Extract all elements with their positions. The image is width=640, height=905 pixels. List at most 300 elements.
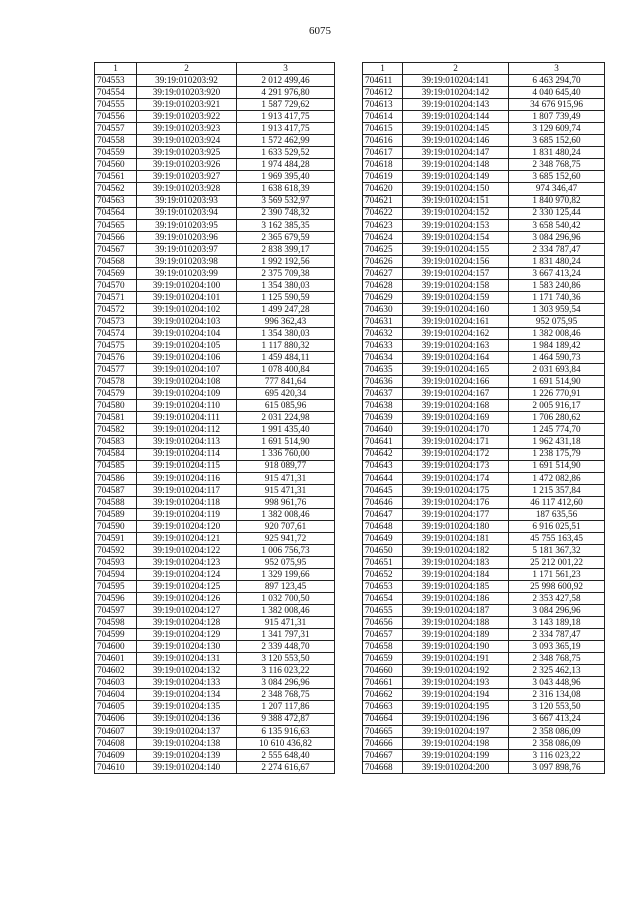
- cadastral-number-cell: 39:19:010204:156: [403, 255, 509, 267]
- cadastral-number-cell: 39:19:010204:143: [403, 99, 509, 111]
- cadastral-number-cell: 39:19:010204:180: [403, 520, 509, 532]
- cadastral-number-cell: 39:19:010204:111: [137, 412, 237, 424]
- cadastral-number-cell: 39:19:010203:96: [137, 231, 237, 243]
- row-number-cell: 704586: [95, 472, 137, 484]
- table-row: [95, 412, 335, 424]
- table-row: [363, 617, 605, 629]
- cadastral-number-cell: 39:19:010203:921: [137, 99, 237, 111]
- table-row: [95, 75, 335, 87]
- right-table: [362, 62, 605, 774]
- value-cell: 2 334 787,47: [509, 243, 605, 255]
- cadastral-number-cell: 39:19:010204:104: [137, 328, 237, 340]
- cadastral-number-cell: 39:19:010204:173: [403, 460, 509, 472]
- row-number-cell: 704565: [95, 219, 137, 231]
- value-cell: 3 162 385,35: [237, 219, 335, 231]
- table-row: [363, 761, 605, 773]
- value-cell: 1 303 959,54: [509, 303, 605, 315]
- page-number: 6075: [309, 25, 331, 37]
- value-cell: 1 336 760,00: [237, 448, 335, 460]
- table-header: [95, 63, 335, 75]
- cadastral-number-cell: 39:19:010204:116: [137, 472, 237, 484]
- row-number-cell: 704599: [95, 629, 137, 641]
- cadastral-number-cell: 39:19:010204:147: [403, 147, 509, 159]
- value-cell: 3 658 540,42: [509, 219, 605, 231]
- table-row: [363, 87, 605, 99]
- table-row: [363, 508, 605, 520]
- row-number-cell: 704633: [363, 340, 403, 352]
- row-number-cell: 704609: [95, 749, 137, 761]
- value-cell: 1 472 082,86: [509, 472, 605, 484]
- row-number-cell: 704649: [363, 532, 403, 544]
- value-cell: 2 365 679,59: [237, 231, 335, 243]
- cadastral-number-cell: 39:19:010204:187: [403, 605, 509, 617]
- cadastral-number-cell: 39:19:010204:103: [137, 315, 237, 327]
- value-cell: 3 116 023,22: [237, 665, 335, 677]
- value-cell: 1 078 400,84: [237, 364, 335, 376]
- value-cell: 952 075,95: [509, 315, 605, 327]
- value-cell: 2 005 916,17: [509, 400, 605, 412]
- cadastral-number-cell: 39:19:010204:122: [137, 544, 237, 556]
- table-row: [95, 99, 335, 111]
- table-row: [363, 424, 605, 436]
- value-cell: 1 032 700,50: [237, 593, 335, 605]
- value-cell: 1 245 774,70: [509, 424, 605, 436]
- cadastral-number-cell: 39:19:010204:190: [403, 641, 509, 653]
- table-row: [363, 231, 605, 243]
- row-number-cell: 704572: [95, 303, 137, 315]
- cadastral-number-cell: 39:19:010204:197: [403, 725, 509, 737]
- cadastral-number-cell: 39:19:010204:148: [403, 159, 509, 171]
- row-number-cell: 704616: [363, 135, 403, 147]
- cadastral-number-cell: 39:19:010203:92: [137, 75, 237, 87]
- table-row: [95, 484, 335, 496]
- cadastral-number-cell: 39:19:010203:926: [137, 159, 237, 171]
- cadastral-number-cell: 39:19:010204:169: [403, 412, 509, 424]
- table-row: [363, 496, 605, 508]
- table-row: [95, 135, 335, 147]
- row-number-cell: 704658: [363, 641, 403, 653]
- table-row: [363, 556, 605, 568]
- table-row: [95, 617, 335, 629]
- row-number-cell: 704643: [363, 460, 403, 472]
- row-number-cell: 704564: [95, 207, 137, 219]
- cadastral-number-cell: 39:19:010204:172: [403, 448, 509, 460]
- cadastral-number-cell: 39:19:010203:93: [137, 195, 237, 207]
- table-body: [363, 75, 605, 774]
- table-row: [95, 328, 335, 340]
- row-number-cell: 704667: [363, 749, 403, 761]
- cadastral-number-cell: 39:19:010204:191: [403, 653, 509, 665]
- table-row: [363, 328, 605, 340]
- cadastral-number-cell: 39:19:010204:186: [403, 593, 509, 605]
- row-number-cell: 704623: [363, 219, 403, 231]
- cadastral-number-cell: 39:19:010204:195: [403, 701, 509, 713]
- table-row: [95, 472, 335, 484]
- value-cell: 2 330 125,44: [509, 207, 605, 219]
- value-cell: 1 459 484,11: [237, 352, 335, 364]
- row-number-cell: 704612: [363, 87, 403, 99]
- cadastral-number-cell: 39:19:010204:112: [137, 424, 237, 436]
- row-number-cell: 704663: [363, 701, 403, 713]
- value-cell: 2 334 787,47: [509, 629, 605, 641]
- row-number-cell: 704621: [363, 195, 403, 207]
- table-row: [363, 388, 605, 400]
- row-number-cell: 704560: [95, 159, 137, 171]
- row-number-cell: 704652: [363, 568, 403, 580]
- value-cell: 1 831 480,24: [509, 147, 605, 159]
- value-cell: 1 354 380,03: [237, 279, 335, 291]
- value-cell: 2 031 693,84: [509, 364, 605, 376]
- row-number-cell: 704566: [95, 231, 137, 243]
- cadastral-number-cell: 39:19:010204:160: [403, 303, 509, 315]
- cadastral-number-cell: 39:19:010204:121: [137, 532, 237, 544]
- row-number-cell: 704640: [363, 424, 403, 436]
- value-cell: 6 463 294,70: [509, 75, 605, 87]
- table-row: [95, 653, 335, 665]
- row-number-cell: 704662: [363, 689, 403, 701]
- row-number-cell: 704657: [363, 629, 403, 641]
- value-cell: 1 840 970,82: [509, 195, 605, 207]
- value-cell: 1 691 514,90: [509, 376, 605, 388]
- row-number-cell: 704631: [363, 315, 403, 327]
- table-row: [363, 653, 605, 665]
- value-cell: 4 040 645,40: [509, 87, 605, 99]
- table-row: [363, 605, 605, 617]
- table-row: [95, 183, 335, 195]
- table-row: [363, 219, 605, 231]
- value-cell: 998 961,76: [237, 496, 335, 508]
- cadastral-number-cell: 39:19:010204:102: [137, 303, 237, 315]
- table-row: [95, 147, 335, 159]
- row-number-cell: 704579: [95, 388, 137, 400]
- cadastral-number-cell: 39:19:010204:155: [403, 243, 509, 255]
- table-row: [363, 701, 605, 713]
- header-row: [363, 63, 605, 75]
- table-row: [363, 484, 605, 496]
- table-row: [363, 400, 605, 412]
- row-number-cell: 704659: [363, 653, 403, 665]
- value-cell: 1 006 756,73: [237, 544, 335, 556]
- row-number-cell: 704620: [363, 183, 403, 195]
- row-number-cell: 704583: [95, 436, 137, 448]
- value-cell: 1 125 590,59: [237, 291, 335, 303]
- cadastral-number-cell: 39:19:010203:95: [137, 219, 237, 231]
- value-cell: 1 984 189,42: [509, 340, 605, 352]
- row-number-cell: 704574: [95, 328, 137, 340]
- cadastral-number-cell: 39:19:010204:153: [403, 219, 509, 231]
- cadastral-number-cell: 39:19:010204:142: [403, 87, 509, 99]
- table-row: [363, 520, 605, 532]
- row-number-cell: 704637: [363, 388, 403, 400]
- table-row: [363, 544, 605, 556]
- value-cell: 3 043 448,96: [509, 677, 605, 689]
- row-number-cell: 704646: [363, 496, 403, 508]
- value-cell: 2 348 768,75: [509, 159, 605, 171]
- value-cell: 2 353 427,58: [509, 593, 605, 605]
- row-number-cell: 704562: [95, 183, 137, 195]
- cadastral-number-cell: 39:19:010204:165: [403, 364, 509, 376]
- table-row: [95, 376, 335, 388]
- table-row: [363, 725, 605, 737]
- table-row: [95, 340, 335, 352]
- table-row: [95, 677, 335, 689]
- row-number-cell: 704602: [95, 665, 137, 677]
- value-cell: 25 998 600,92: [509, 581, 605, 593]
- table-row: [95, 641, 335, 653]
- value-cell: 3 120 553,50: [237, 653, 335, 665]
- cadastral-number-cell: 39:19:010204:114: [137, 448, 237, 460]
- value-cell: 2 555 648,40: [237, 749, 335, 761]
- table-row: [363, 315, 605, 327]
- value-cell: 2 375 709,38: [237, 267, 335, 279]
- row-number-cell: 704556: [95, 111, 137, 123]
- value-cell: 3 143 189,18: [509, 617, 605, 629]
- cadastral-number-cell: 39:19:010204:192: [403, 665, 509, 677]
- table-row: [363, 376, 605, 388]
- table-row: [95, 761, 335, 773]
- cadastral-number-cell: 39:19:010204:149: [403, 171, 509, 183]
- value-cell: 915 471,31: [237, 617, 335, 629]
- table-row: [363, 641, 605, 653]
- row-number-cell: 704577: [95, 364, 137, 376]
- cadastral-number-cell: 39:19:010203:923: [137, 123, 237, 135]
- row-number-cell: 704622: [363, 207, 403, 219]
- value-cell: 3 120 553,50: [509, 701, 605, 713]
- table-row: [363, 303, 605, 315]
- cadastral-number-cell: 39:19:010204:189: [403, 629, 509, 641]
- row-number-cell: 704666: [363, 737, 403, 749]
- cadastral-number-cell: 39:19:010204:188: [403, 617, 509, 629]
- value-cell: 3 569 532,97: [237, 195, 335, 207]
- value-cell: 918 089,77: [237, 460, 335, 472]
- row-number-cell: 704668: [363, 761, 403, 773]
- cadastral-number-cell: 39:19:010204:174: [403, 472, 509, 484]
- table-row: [363, 99, 605, 111]
- value-cell: 25 212 001,22: [509, 556, 605, 568]
- cadastral-number-cell: 39:19:010204:138: [137, 737, 237, 749]
- table-row: [95, 629, 335, 641]
- row-number-cell: 704628: [363, 279, 403, 291]
- row-number-cell: 704595: [95, 581, 137, 593]
- table-row: [95, 508, 335, 520]
- column-header-3: 3: [509, 63, 605, 75]
- row-number-cell: 704557: [95, 123, 137, 135]
- row-number-cell: 704651: [363, 556, 403, 568]
- cadastral-number-cell: 39:19:010204:141: [403, 75, 509, 87]
- cadastral-number-cell: 39:19:010204:166: [403, 376, 509, 388]
- value-cell: 34 676 915,96: [509, 99, 605, 111]
- table-row: [95, 364, 335, 376]
- value-cell: 9 388 472,87: [237, 713, 335, 725]
- table-row: [95, 436, 335, 448]
- cadastral-number-cell: 39:19:010204:194: [403, 689, 509, 701]
- cadastral-number-cell: 39:19:010203:925: [137, 147, 237, 159]
- row-number-cell: 704598: [95, 617, 137, 629]
- row-number-cell: 704596: [95, 593, 137, 605]
- cadastral-number-cell: 39:19:010203:97: [137, 243, 237, 255]
- cadastral-number-cell: 39:19:010204:132: [137, 665, 237, 677]
- row-number-cell: 704644: [363, 472, 403, 484]
- cadastral-number-cell: 39:19:010204:108: [137, 376, 237, 388]
- column-header-2: 2: [137, 63, 237, 75]
- cadastral-number-cell: 39:19:010204:181: [403, 532, 509, 544]
- cadastral-number-cell: 39:19:010204:154: [403, 231, 509, 243]
- column-header-1: 1: [363, 63, 403, 75]
- value-cell: 6 916 025,51: [509, 520, 605, 532]
- value-cell: 2 031 224,98: [237, 412, 335, 424]
- value-cell: 974 346,47: [509, 183, 605, 195]
- cadastral-number-cell: 39:19:010204:109: [137, 388, 237, 400]
- cadastral-number-cell: 39:19:010204:129: [137, 629, 237, 641]
- row-number-cell: 704641: [363, 436, 403, 448]
- table-row: [363, 460, 605, 472]
- row-number-cell: 704655: [363, 605, 403, 617]
- value-cell: 3 084 296,96: [237, 677, 335, 689]
- value-cell: 4 291 976,80: [237, 87, 335, 99]
- row-number-cell: 704567: [95, 243, 137, 255]
- table-row: [363, 689, 605, 701]
- table-row: [95, 737, 335, 749]
- table-row: [95, 448, 335, 460]
- value-cell: 1 691 514,90: [509, 460, 605, 472]
- cadastral-number-cell: 39:19:010204:118: [137, 496, 237, 508]
- table-row: [363, 364, 605, 376]
- row-number-cell: 704639: [363, 412, 403, 424]
- table-row: [95, 593, 335, 605]
- table-row: [95, 267, 335, 279]
- table-row: [363, 171, 605, 183]
- column-header-3: 3: [237, 63, 335, 75]
- cadastral-number-cell: 39:19:010204:185: [403, 581, 509, 593]
- row-number-cell: 704661: [363, 677, 403, 689]
- row-number-cell: 704611: [363, 75, 403, 87]
- row-number-cell: 704568: [95, 255, 137, 267]
- cadastral-number-cell: 39:19:010204:139: [137, 749, 237, 761]
- cadastral-number-cell: 39:19:010204:162: [403, 328, 509, 340]
- value-cell: 45 755 163,45: [509, 532, 605, 544]
- cadastral-number-cell: 39:19:010204:182: [403, 544, 509, 556]
- value-cell: 1 706 280,62: [509, 412, 605, 424]
- table-row: [363, 207, 605, 219]
- row-number-cell: 704619: [363, 171, 403, 183]
- value-cell: 2 838 399,17: [237, 243, 335, 255]
- table-row: [363, 593, 605, 605]
- row-number-cell: 704654: [363, 593, 403, 605]
- row-number-cell: 704665: [363, 725, 403, 737]
- cadastral-number-cell: 39:19:010204:184: [403, 568, 509, 580]
- cadastral-number-cell: 39:19:010204:120: [137, 520, 237, 532]
- table-row: [95, 520, 335, 532]
- cadastral-number-cell: 39:19:010204:140: [137, 761, 237, 773]
- cadastral-number-cell: 39:19:010204:106: [137, 352, 237, 364]
- cadastral-number-cell: 39:19:010204:127: [137, 605, 237, 617]
- row-number-cell: 704647: [363, 508, 403, 520]
- value-cell: 952 075,95: [237, 556, 335, 568]
- cadastral-number-cell: 39:19:010203:920: [137, 87, 237, 99]
- value-cell: 1 238 175,79: [509, 448, 605, 460]
- cadastral-number-cell: 39:19:010204:183: [403, 556, 509, 568]
- cadastral-number-cell: 39:19:010204:107: [137, 364, 237, 376]
- table-row: [95, 303, 335, 315]
- table-row: [95, 207, 335, 219]
- table-row: [363, 568, 605, 580]
- table-header: [363, 63, 605, 75]
- value-cell: 1 226 770,91: [509, 388, 605, 400]
- row-number-cell: 704592: [95, 544, 137, 556]
- cadastral-number-cell: 39:19:010204:135: [137, 701, 237, 713]
- cadastral-number-cell: 39:19:010204:124: [137, 568, 237, 580]
- row-number-cell: 704585: [95, 460, 137, 472]
- cadastral-number-cell: 39:19:010204:151: [403, 195, 509, 207]
- cadastral-number-cell: 39:19:010204:164: [403, 352, 509, 364]
- value-cell: 3 084 296,96: [509, 231, 605, 243]
- cadastral-number-cell: 39:19:010204:136: [137, 713, 237, 725]
- table-row: [363, 412, 605, 424]
- value-cell: 3 685 152,60: [509, 171, 605, 183]
- cadastral-number-cell: 39:19:010203:928: [137, 183, 237, 195]
- value-cell: 3 685 152,60: [509, 135, 605, 147]
- row-number-cell: 704581: [95, 412, 137, 424]
- value-cell: 2 348 768,75: [237, 689, 335, 701]
- row-number-cell: 704604: [95, 689, 137, 701]
- table-row: [363, 665, 605, 677]
- value-cell: 2 325 462,13: [509, 665, 605, 677]
- value-cell: 925 941,72: [237, 532, 335, 544]
- value-cell: 1 991 435,40: [237, 424, 335, 436]
- row-number-cell: 704605: [95, 701, 137, 713]
- cadastral-number-cell: 39:19:010203:922: [137, 111, 237, 123]
- cadastral-number-cell: 39:19:010204:159: [403, 291, 509, 303]
- value-cell: 1 382 008,46: [237, 508, 335, 520]
- table-row: [95, 111, 335, 123]
- table-row: [363, 677, 605, 689]
- cadastral-number-cell: 39:19:010204:125: [137, 581, 237, 593]
- row-number-cell: 704650: [363, 544, 403, 556]
- table-row: [95, 243, 335, 255]
- cadastral-number-cell: 39:19:010204:158: [403, 279, 509, 291]
- table-body: [95, 75, 335, 774]
- cadastral-number-cell: 39:19:010204:177: [403, 508, 509, 520]
- table-row: [95, 159, 335, 171]
- value-cell: 897 123,45: [237, 581, 335, 593]
- value-cell: 6 135 916,63: [237, 725, 335, 737]
- cadastral-number-cell: 39:19:010204:130: [137, 641, 237, 653]
- value-cell: 615 085,96: [237, 400, 335, 412]
- value-cell: 1 572 462,99: [237, 135, 335, 147]
- value-cell: 1 638 618,39: [237, 183, 335, 195]
- value-cell: 1 329 199,66: [237, 568, 335, 580]
- table-row: [363, 135, 605, 147]
- value-cell: 2 390 748,32: [237, 207, 335, 219]
- value-cell: 5 181 367,32: [509, 544, 605, 556]
- row-number-cell: 704610: [95, 761, 137, 773]
- table-row: [95, 255, 335, 267]
- value-cell: 1 464 590,73: [509, 352, 605, 364]
- value-cell: 1 382 008,46: [509, 328, 605, 340]
- row-number-cell: 704656: [363, 617, 403, 629]
- cadastral-number-cell: 39:19:010204:144: [403, 111, 509, 123]
- table-row: [95, 315, 335, 327]
- table-row: [363, 243, 605, 255]
- cadastral-number-cell: 39:19:010204:131: [137, 653, 237, 665]
- table-row: [363, 159, 605, 171]
- table-row: [363, 267, 605, 279]
- row-number-cell: 704625: [363, 243, 403, 255]
- row-number-cell: 704638: [363, 400, 403, 412]
- row-number-cell: 704626: [363, 255, 403, 267]
- cadastral-number-cell: 39:19:010204:101: [137, 291, 237, 303]
- row-number-cell: 704630: [363, 303, 403, 315]
